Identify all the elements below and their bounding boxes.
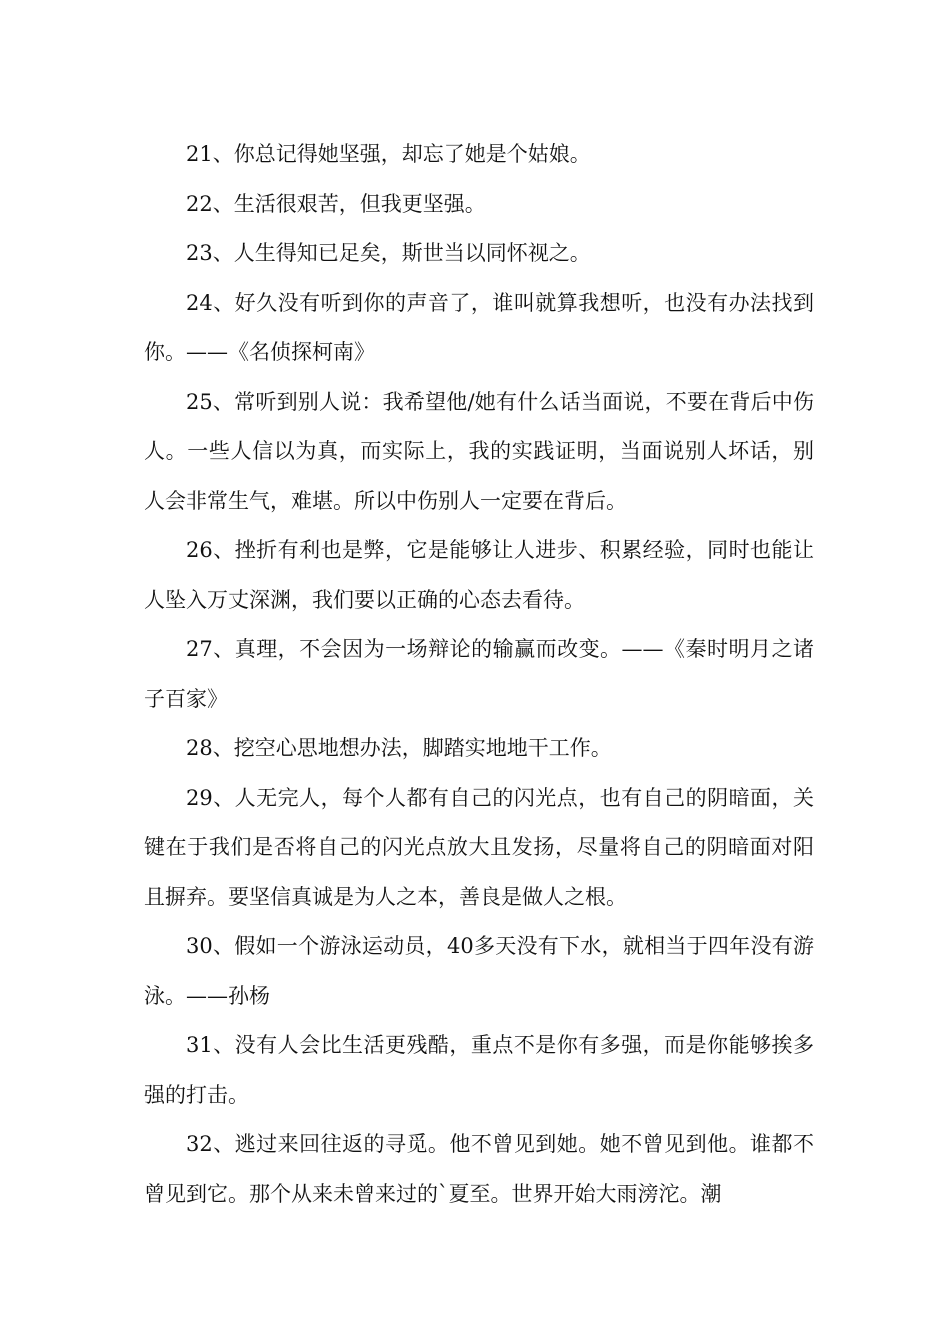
paragraph-31: 31、没有人会比生活更残酷，重点不是你有多强，而是你能够挨多强的打击。: [144, 1033, 814, 1107]
paragraph-28: 28、挖空心思地想办法，脚踏实地地干工作。: [186, 736, 612, 760]
paragraph-22: 22、生活很艰苦，但我更坚强。: [186, 191, 486, 216]
paragraph-29: 29、人无完人，每个人都有自己的闪光点，也有自己的阴暗面，关键在于我们是否将自己的闪光点放大且发扬，尽量将自己的阴暗面对阳且摒弃。要坚信真诚是为人之本，善良是做人之根。: [144, 785, 814, 909]
paragraph-30: 30、假如一个游泳运动员，40多天没有下水，就相当于四年没有游泳。——孙杨: [144, 934, 814, 1008]
paragraph-27: 27、真理，不会因为一场辩论的输赢而改变。——《秦时明月之诸子百家》: [144, 637, 814, 711]
paragraph-21: 21、你总记得她坚强，却忘了她是个姑娘。: [186, 142, 591, 166]
paragraph-25: 25、常听到别人说：我希望他/她有什么话当面说，不要在背后中伤人。一些人信以为真，而实际上，我的实践证明，当面说别人坏话，别人会非常生气，难堪。所以中伤别人一定要在背后。: [144, 389, 814, 513]
paragraph-32: 32、逃过来回往返的寻觅。他不曾见到她。她不曾见到他。谁都不曾见到它。那个从来未曾来过的`夏至。世界开始大雨滂沱。潮: [144, 1132, 814, 1206]
paragraph-24: 24、好久没有听到你的声音了，谁叫就算我想听，也没有办法找到你。——《名侦探柯南》: [144, 290, 814, 364]
document-body: [144, 130, 814, 1219]
paragraph-26: 26、挫折有利也是弊，它是能够让人进步、积累经验，同时也能让人坠入万丈深渊，我们要以正确的心态去看待。: [144, 538, 814, 612]
paragraph-23: 23、人生得知已足矣，斯世当以同怀视之。: [186, 241, 591, 265]
